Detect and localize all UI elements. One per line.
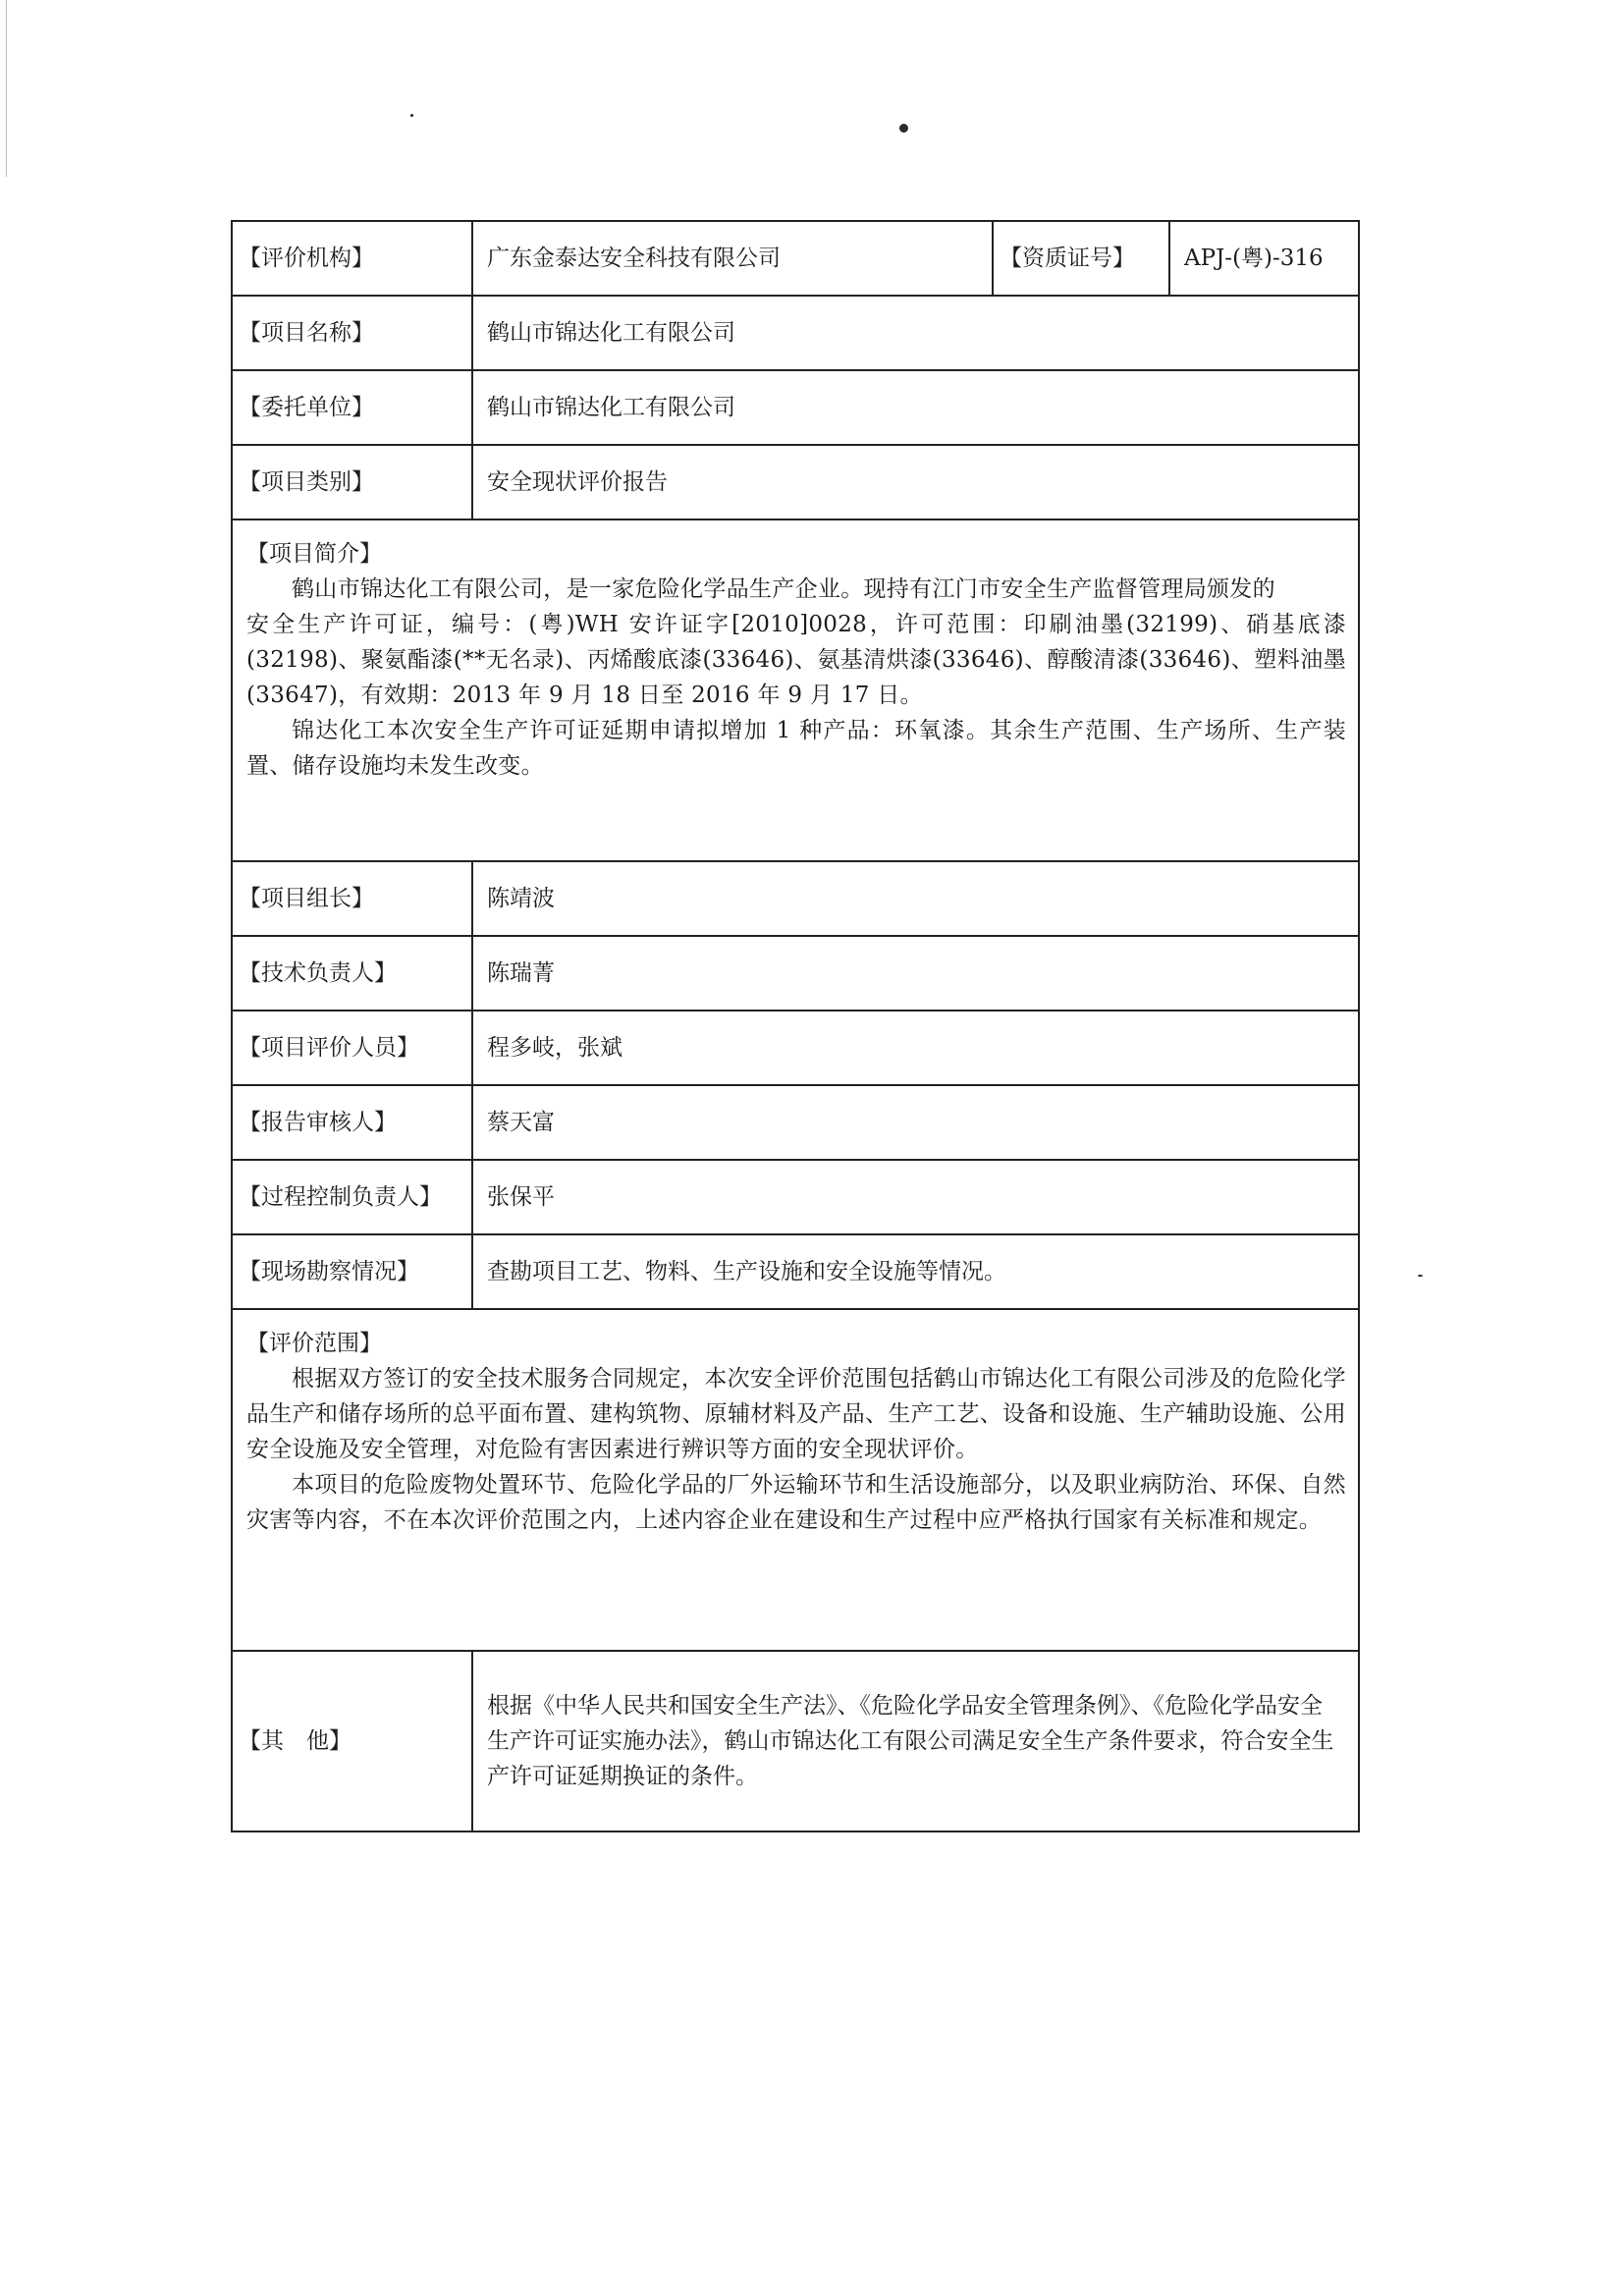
label-project-name: 【项目名称】 [232,296,472,370]
project-intro-heading: 【项目简介】 [246,541,382,567]
label-qualification-number: 【资质证号】 [993,221,1169,296]
row-evaluation-scope [232,1309,1359,1651]
row-report-reviewer [232,1085,1359,1160]
row-evaluation-agency [232,221,1359,296]
project-intro-para2: 锦达化工本次安全生产许可证延期申请拟增加 1 种产品：环氧漆。其余生产范围、生产场所、生产装置、储存设施均未发生改变。 [246,718,1346,779]
evaluation-scope-block [232,1309,1359,1651]
value-project-category: 安全现状评价报告 [472,445,1359,519]
value-technical-lead: 陈瑞菁 [472,936,1359,1011]
label-report-reviewer: 【报告审核人】 [232,1085,472,1160]
project-intro-para1-first: 鹤山市锦达化工有限公司，是一家危险化学品生产企业。现持有江门市安全生产监督管理局颁发的 [292,576,1275,602]
row-client-unit [232,370,1359,445]
row-project-category [232,445,1359,519]
row-project-leader [232,861,1359,936]
label-site-survey: 【现场勘察情况】 [232,1234,472,1309]
label-process-control: 【过程控制负责人】 [232,1160,472,1234]
row-process-control [232,1160,1359,1234]
value-report-reviewer: 蔡天富 [472,1085,1359,1160]
evaluation-info-table [231,220,1360,1832]
row-project-name [232,296,1359,370]
value-evaluation-agency: 广东金泰达安全科技有限公司 [472,221,993,296]
label-project-category: 【项目类别】 [232,445,472,519]
label-project-leader: 【项目组长】 [232,861,472,936]
evaluation-scope-para2: 本项目的危险废物处置环节、危险化学品的厂外运输环节和生活设施部分，以及职业病防治、环保、自然灾害等内容，不在本次评价范围之内，上述内容企业在建设和生产过程中应严格执行国家有关标准和规定。 [246,1472,1346,1533]
value-site-survey: 查勘项目工艺、物料、生产设施和安全设施等情况。 [472,1234,1359,1309]
scan-speck [899,124,908,133]
row-evaluators [232,1011,1359,1085]
value-process-control: 张保平 [472,1160,1359,1234]
value-qualification-number: APJ-(粤)-316 [1169,221,1359,296]
value-evaluators: 程多岐，张斌 [472,1011,1359,1085]
row-project-intro [232,519,1359,861]
row-site-survey [232,1234,1359,1309]
evaluation-scope-para1: 根据双方签订的安全技术服务合同规定，本次安全评价范围包括鹤山市锦达化工有限公司涉及的危险化学品生产和储存场所的总平面布置、建构筑物、原辅材料及产品、生产工艺、设备和设施、生产辅助设施、公用安全设施及安全管理，对危险有害因素进行辨识等方面的安全现状评价。 [246,1366,1346,1462]
value-client-unit: 鹤山市锦达化工有限公司 [472,370,1359,445]
project-intro-block [232,519,1359,861]
label-client-unit: 【委托单位】 [232,370,472,445]
label-evaluation-agency: 【评价机构】 [232,221,472,296]
value-project-name: 鹤山市锦达化工有限公司 [472,296,1359,370]
row-other [232,1651,1359,1831]
scan-speck [1418,1275,1423,1277]
left-margin-line [6,0,7,177]
evaluation-scope-heading: 【评价范围】 [246,1331,382,1356]
row-technical-lead [232,936,1359,1011]
value-other: 根据《中华人民共和国安全生产法》、《危险化学品安全管理条例》、《危险化学品安全生产许可证实施办法》，鹤山市锦达化工有限公司满足安全生产条件要求，符合安全生产许可证延期换证的条件。 [472,1651,1359,1831]
value-project-leader: 陈靖波 [472,861,1359,936]
scan-speck [410,114,413,117]
label-technical-lead: 【技术负责人】 [232,936,472,1011]
label-other: 【其 他】 [232,1651,472,1831]
project-intro-para1-rest: 安全生产许可证，编号：(粤)WH 安许证字[2010]0028，许可范围：印刷油墨(32199)、硝基底漆(32198)、聚氨酯漆(**无名录)、丙烯酸底漆(33646)、氨基清烘漆(33646)、醇酸清漆(33646)、塑料油墨(33647)，有效期：2013 年 9 月 18 日至 2016 年 9 月 17 日。 [246,612,1346,708]
label-evaluators: 【项目评价人员】 [232,1011,472,1085]
